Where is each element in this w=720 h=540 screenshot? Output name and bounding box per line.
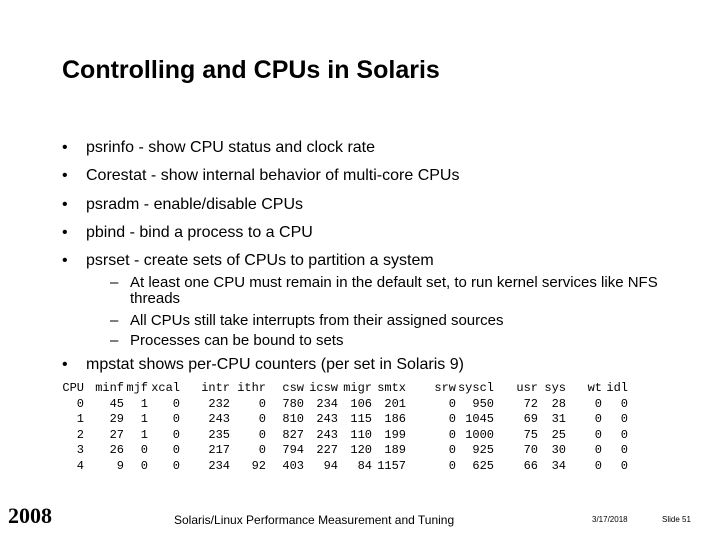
- mpstat-cell: 110: [350, 427, 372, 442]
- mpstat-cell: 1: [140, 412, 148, 426]
- mpstat-cell: 92: [251, 458, 266, 473]
- bullet-dot: •: [62, 167, 68, 184]
- mpstat-cell: 115: [350, 412, 372, 426]
- mpstat-header-row: [62, 381, 662, 397]
- mpstat-cell: 1: [140, 427, 148, 442]
- sub-bullet-item: [110, 275, 670, 309]
- mpstat-header-cell: syscl: [457, 381, 494, 395]
- mpstat-cell: 950: [472, 396, 494, 411]
- bullet-dot: •: [62, 224, 68, 241]
- mpstat-header-cell: csw: [282, 381, 304, 395]
- mpstat-cell: 2: [76, 427, 84, 442]
- mpstat-cell: 0: [172, 412, 180, 426]
- mpstat-header-cell: idl: [606, 381, 628, 395]
- mpstat-header-cell: minf: [95, 381, 124, 395]
- mpstat-header-cell: ithr: [237, 381, 266, 395]
- bullet-dot: •: [62, 356, 68, 373]
- mpstat-cell: 0: [594, 443, 602, 457]
- mpstat-cell: 780: [282, 396, 304, 411]
- mpstat-cell: 0: [258, 412, 266, 426]
- mpstat-cell: 1: [140, 396, 148, 411]
- mpstat-cell: 26: [109, 443, 124, 457]
- mpstat-cell: 9: [116, 458, 124, 473]
- bullet-text: psrset - create sets of CPUs to partition a system: [86, 252, 434, 269]
- mpstat-header-cell: xcal: [151, 381, 180, 395]
- mpstat-cell: 4: [76, 458, 84, 473]
- mpstat-cell: 45: [109, 396, 124, 411]
- mpstat-cell: 243: [316, 412, 338, 426]
- mpstat-cell: 0: [258, 427, 266, 442]
- sub-bullet-text: At least one CPU must remain in the default set, to run kernel services like NFS threads: [130, 274, 658, 307]
- mpstat-cell: 189: [384, 443, 406, 457]
- mpstat-cell: 30: [551, 443, 566, 457]
- mpstat-row: [62, 443, 662, 459]
- mpstat-cell: 1045: [465, 412, 494, 426]
- mpstat-cell: 234: [316, 396, 338, 411]
- sub-bullet-dash: –: [110, 332, 119, 349]
- mpstat-row: [62, 397, 662, 413]
- bullet-text: psrinfo - show CPU status and clock rate: [86, 139, 376, 156]
- mpstat-header-cell: srw: [434, 381, 456, 395]
- mpstat-row: [62, 428, 662, 444]
- mpstat-cell: 243: [316, 427, 338, 442]
- mpstat-cell: 0: [594, 412, 602, 426]
- mpstat-cell: 1: [76, 412, 84, 426]
- mpstat-cell: 0: [76, 396, 84, 411]
- bullet-dot: •: [62, 139, 68, 156]
- footer-date: 3/17/2018: [592, 515, 628, 524]
- mpstat-cell: 106: [350, 396, 372, 411]
- mpstat-cell: 0: [140, 443, 148, 457]
- mpstat-header-cell: CPU: [62, 381, 84, 395]
- mpstat-row: [62, 459, 662, 475]
- mpstat-header-cell: migr: [343, 381, 372, 395]
- mpstat-cell: 227: [316, 443, 338, 457]
- mpstat-cell: 34: [551, 458, 566, 473]
- mpstat-cell: 0: [448, 427, 456, 442]
- mpstat-cell: 31: [551, 412, 566, 426]
- mpstat-cell: 66: [523, 458, 538, 473]
- mpstat-cell: 199: [384, 427, 406, 442]
- mpstat-output: [62, 381, 662, 474]
- mpstat-header-cell: wt: [587, 381, 602, 395]
- mpstat-cell: 0: [620, 458, 628, 473]
- mpstat-cell: 925: [472, 443, 494, 457]
- mpstat-cell: 0: [172, 458, 180, 473]
- mpstat-cell: 232: [208, 396, 230, 411]
- mpstat-cell: 243: [208, 412, 230, 426]
- mpstat-cell: 0: [448, 412, 456, 426]
- bullet-text: psradm - enable/disable CPUs: [86, 196, 303, 213]
- mpstat-cell: 235: [208, 427, 230, 442]
- footer-slide-number: Slide 51: [662, 515, 691, 524]
- mpstat-cell: 1157: [377, 458, 406, 473]
- mpstat-cell: 234: [208, 458, 230, 473]
- bullet-text: Corestat - show internal behavior of multi-core CPUs: [86, 167, 460, 184]
- mpstat-cell: 0: [620, 412, 628, 426]
- mpstat-cell: 794: [282, 443, 304, 457]
- bullet-text: mpstat shows per-CPU counters (per set in Solaris 9): [86, 356, 464, 373]
- mpstat-cell: 0: [620, 396, 628, 411]
- mpstat-cell: 186: [384, 412, 406, 426]
- mpstat-cell: 0: [172, 443, 180, 457]
- mpstat-header-cell: sys: [544, 381, 566, 395]
- mpstat-cell: 810: [282, 412, 304, 426]
- mpstat-cell: 94: [323, 458, 338, 473]
- sub-bullet-text: Processes can be bound to sets: [130, 332, 344, 349]
- mpstat-cell: 201: [384, 396, 406, 411]
- mpstat-header-cell: intr: [201, 381, 230, 395]
- mpstat-cell: 69: [523, 412, 538, 426]
- mpstat-cell: 0: [448, 458, 456, 473]
- mpstat-cell: 29: [109, 412, 124, 426]
- mpstat-cell: 0: [620, 443, 628, 457]
- bullet-dot: •: [62, 252, 68, 269]
- logo-2008: 2008: [8, 503, 52, 528]
- mpstat-cell: 28: [551, 396, 566, 411]
- sub-bullet-dash: –: [110, 312, 119, 329]
- mpstat-header-cell: icsw: [309, 381, 338, 395]
- mpstat-cell: 0: [594, 427, 602, 442]
- mpstat-cell: 0: [140, 458, 148, 473]
- mpstat-cell: 3: [76, 443, 84, 457]
- mpstat-cell: 70: [523, 443, 538, 457]
- mpstat-cell: 0: [258, 443, 266, 457]
- mpstat-cell: 0: [594, 458, 602, 473]
- sub-bullet-text: All CPUs still take interrupts from their assigned sources: [130, 312, 504, 329]
- mpstat-cell: 403: [282, 458, 304, 473]
- mpstat-cell: 827: [282, 427, 304, 442]
- mpstat-cell: 1000: [465, 427, 494, 442]
- mpstat-header-cell: usr: [516, 381, 538, 395]
- mpstat-header-cell: mjf: [126, 381, 148, 395]
- sub-bullet-dash: –: [110, 274, 119, 291]
- slide-title: Controlling and CPUs in Solaris: [62, 56, 440, 84]
- mpstat-cell: 0: [448, 443, 456, 457]
- mpstat-cell: 25: [551, 427, 566, 442]
- mpstat-cell: 0: [448, 396, 456, 411]
- mpstat-cell: 0: [172, 396, 180, 411]
- mpstat-cell: 72: [523, 396, 538, 411]
- mpstat-cell: 0: [172, 427, 180, 442]
- mpstat-cell: 84: [357, 458, 372, 473]
- mpstat-cell: 0: [594, 396, 602, 411]
- mpstat-cell: 27: [109, 427, 124, 442]
- mpstat-cell: 75: [523, 427, 538, 442]
- mpstat-cell: 217: [208, 443, 230, 457]
- bullet-text: pbind - bind a process to a CPU: [86, 224, 313, 241]
- mpstat-cell: 625: [472, 458, 494, 473]
- mpstat-row: [62, 412, 662, 428]
- mpstat-header-cell: smtx: [377, 381, 406, 395]
- bullet-dot: •: [62, 196, 68, 213]
- mpstat-cell: 120: [350, 443, 372, 457]
- mpstat-cell: 0: [258, 396, 266, 411]
- footer-title: Solaris/Linux Performance Measurement and Tuning: [174, 513, 455, 527]
- mpstat-cell: 0: [620, 427, 628, 442]
